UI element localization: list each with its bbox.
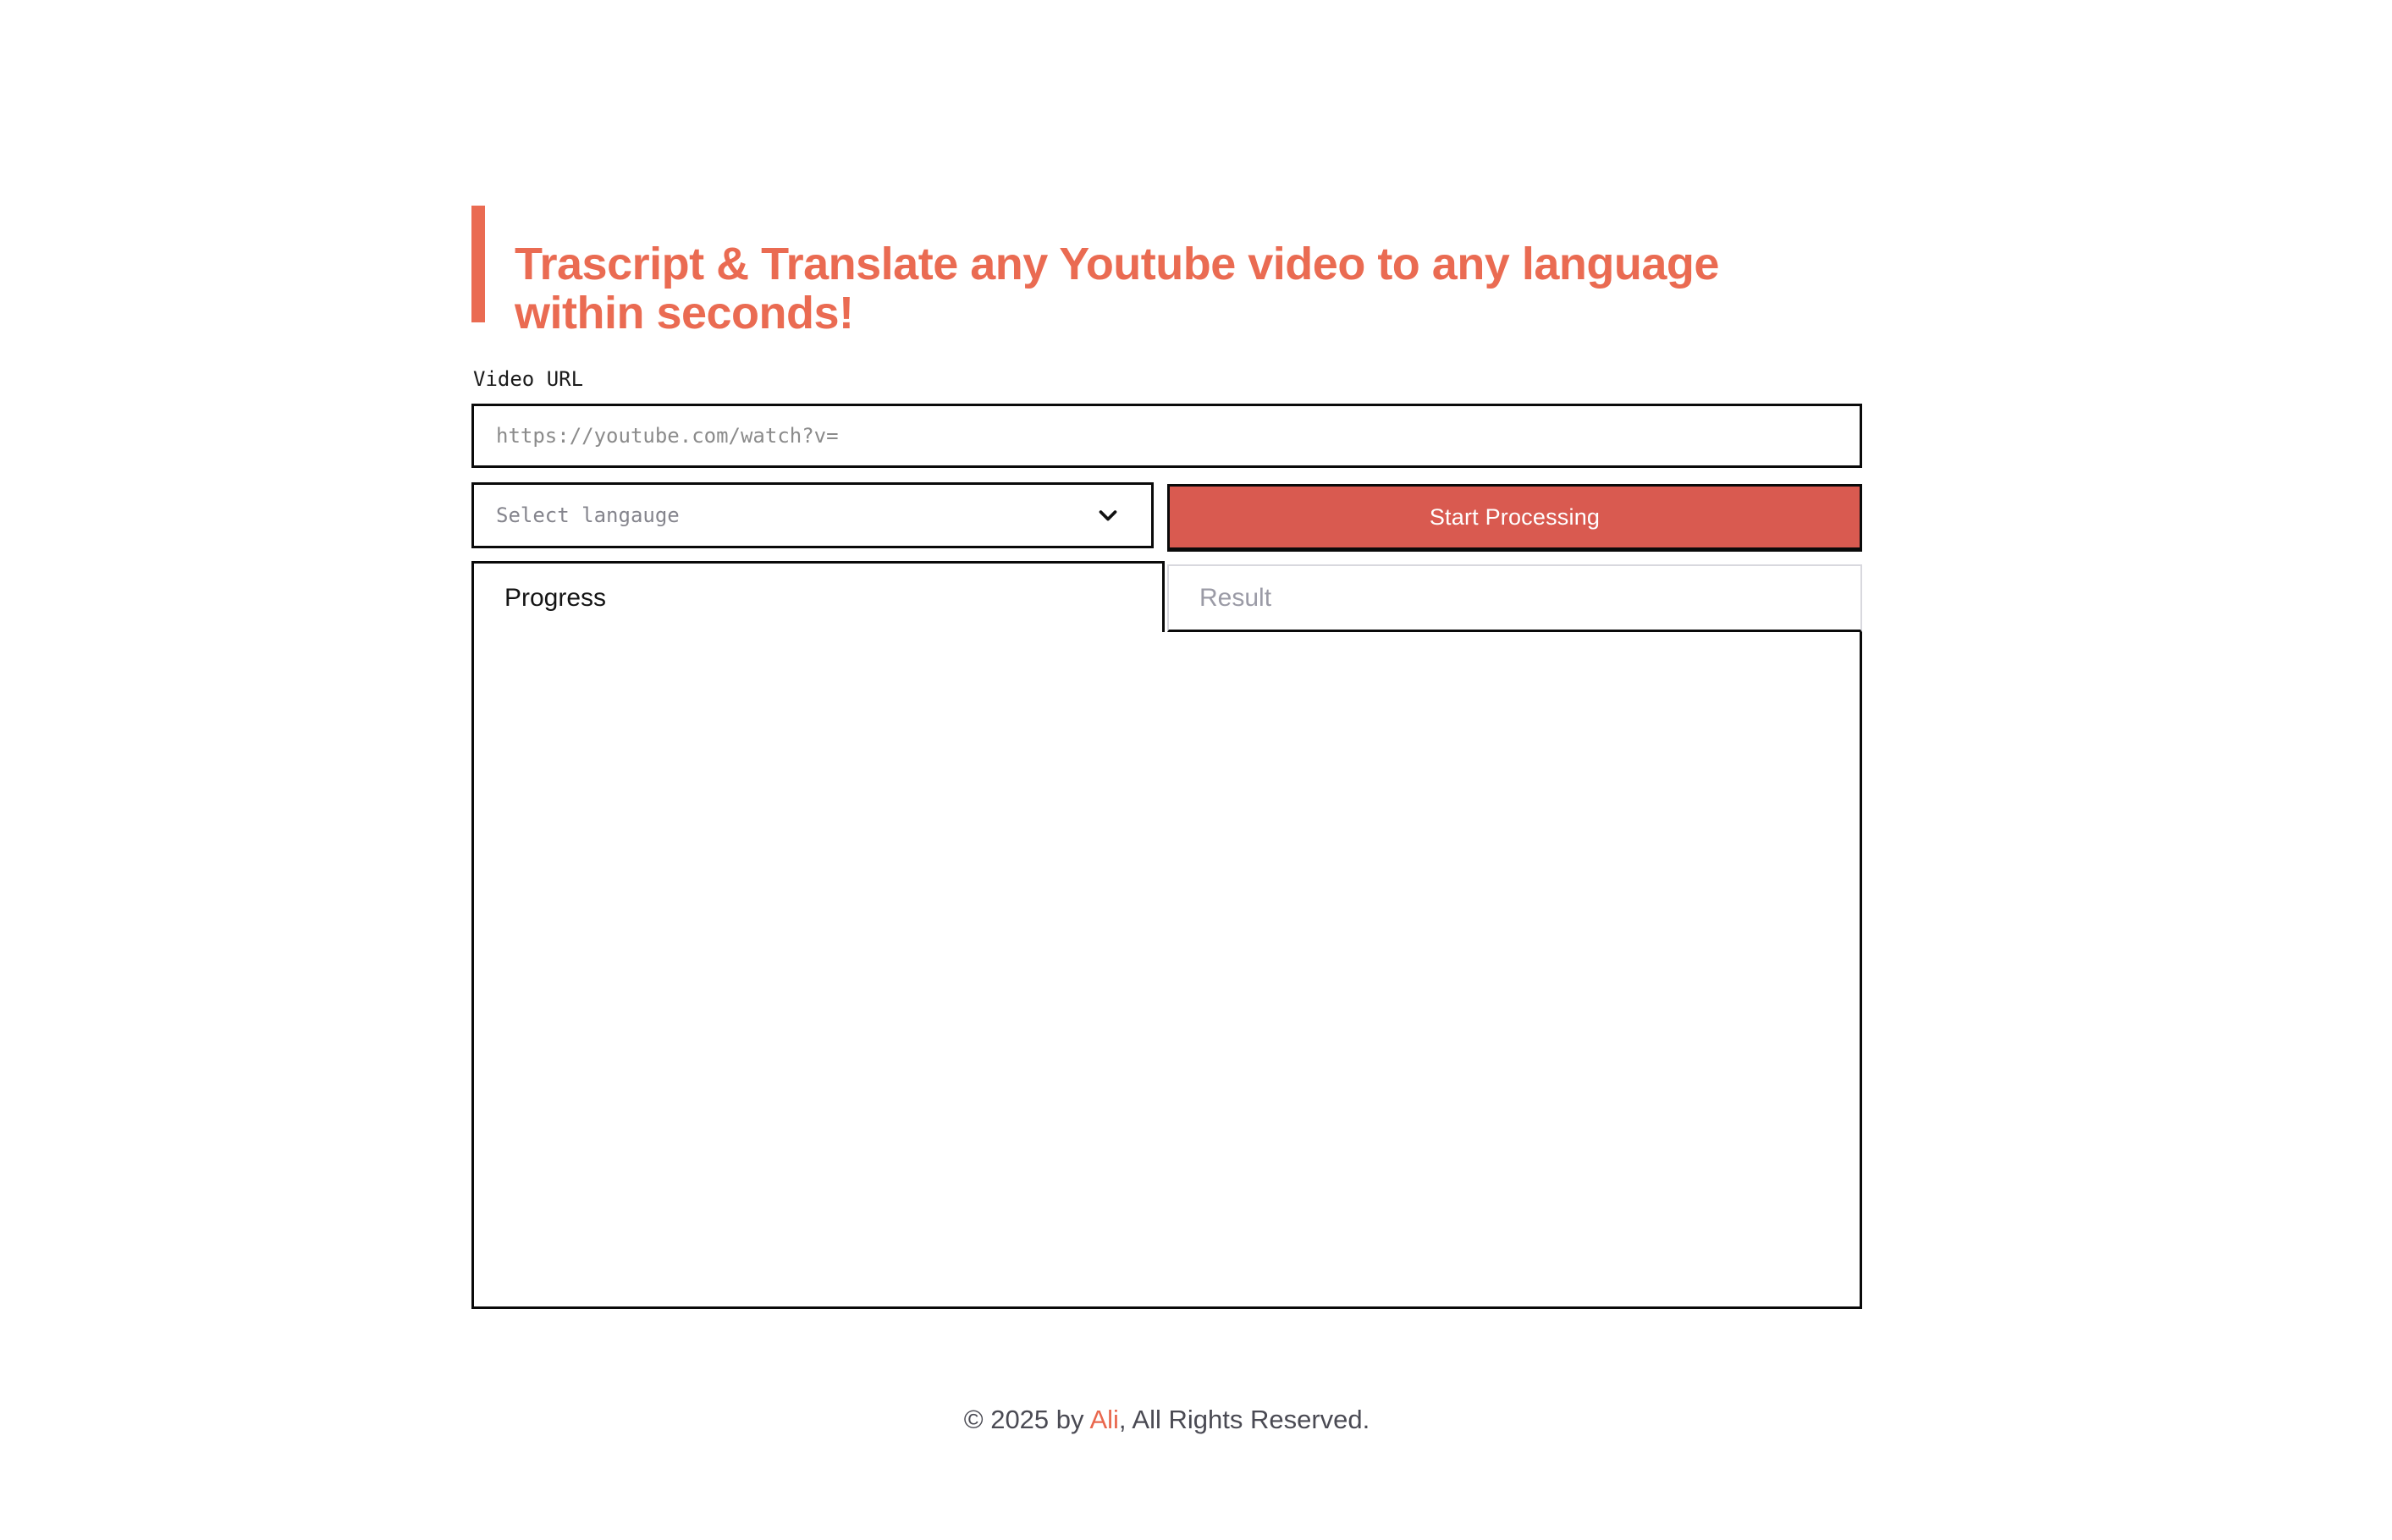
footer: [471, 1405, 1862, 1435]
tab-progress[interactable]: [471, 561, 1165, 632]
start-processing-button[interactable]: Start Processing: [1167, 484, 1862, 552]
tab-result-label: Result: [1199, 583, 1272, 612]
author-link[interactable]: Ali: [1089, 1405, 1119, 1434]
heading-accent-bar: [471, 206, 485, 322]
chevron-down-icon: [1094, 501, 1122, 530]
page-title: [515, 239, 1835, 338]
progress-panel: [471, 632, 1862, 1309]
language-select-placeholder: Select langauge: [496, 503, 680, 527]
video-url-input[interactable]: [471, 404, 1862, 468]
page-title-line-2: within seconds!: [515, 288, 854, 339]
tab-progress-label: Progress: [504, 583, 607, 612]
footer-prefix: © 2025 by: [963, 1405, 1090, 1434]
video-url-label: Video URL: [473, 367, 584, 391]
tab-result[interactable]: [1167, 564, 1862, 632]
footer-suffix: , All Rights Reserved.: [1118, 1405, 1370, 1434]
language-select[interactable]: [471, 482, 1154, 548]
page-title-line-1: Trascript & Translate any Youtube video to any language: [515, 239, 1719, 290]
